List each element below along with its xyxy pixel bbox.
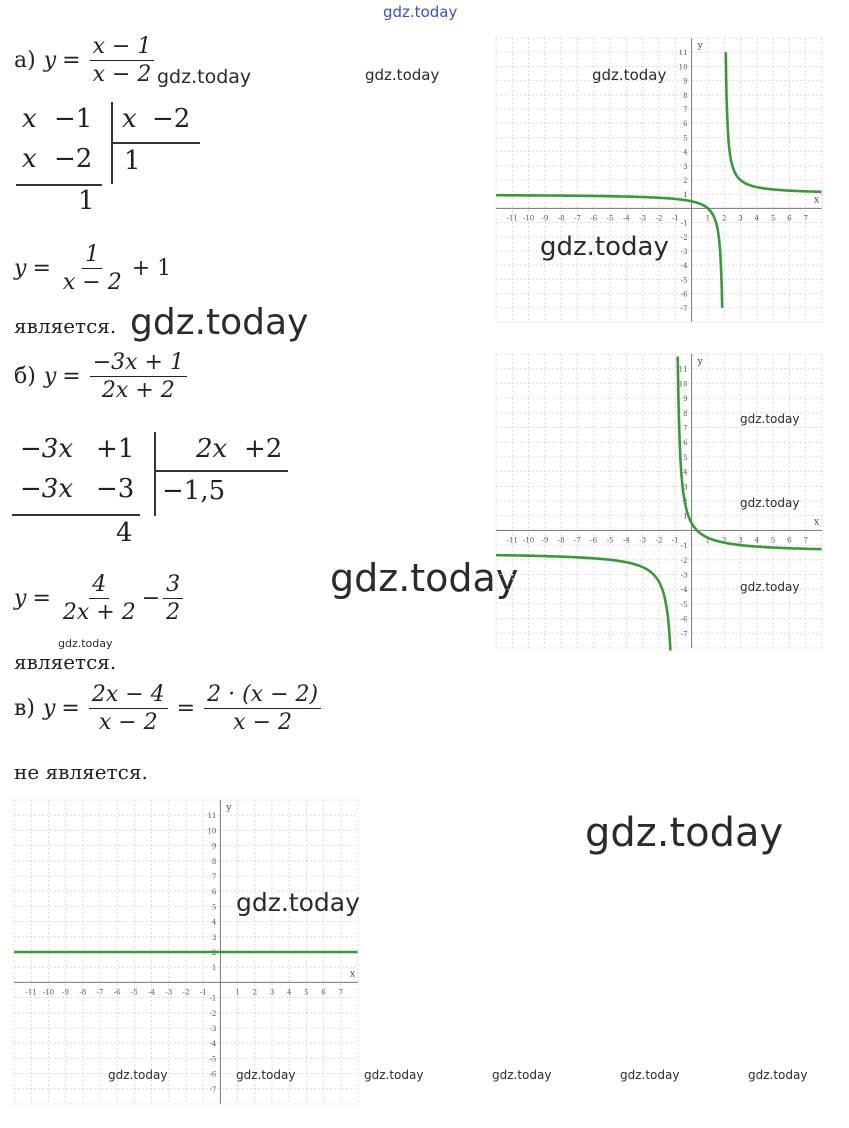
watermark-bottom-1: gdz.today	[108, 1068, 168, 1082]
part-b-label: б)	[14, 364, 36, 389]
y-tick-label: 5	[683, 453, 688, 462]
x-tick-label: -10	[42, 988, 55, 997]
result-b-denominator-1: 2x + 2	[62, 600, 136, 625]
x-tick-label: -11	[25, 988, 37, 997]
y-tick-label: 7	[683, 106, 688, 114]
x-tick-label: 7	[803, 214, 808, 223]
watermark-graph2-b: gdz.today	[740, 496, 800, 510]
x-tick-label: -1	[199, 988, 207, 997]
x-tick-label: -7	[574, 536, 581, 545]
y-tick-label: 1	[211, 964, 217, 973]
div-a-dividend-const: −1	[54, 104, 93, 134]
graph-c	[10, 796, 368, 1108]
x-tick-label: 5	[304, 988, 309, 997]
part-a-label: а)	[14, 48, 36, 73]
x-tick-label: -9	[62, 988, 70, 997]
watermark-right-big: gdz.today	[585, 810, 784, 856]
div-b-divisor-x: 2x	[196, 434, 228, 464]
y-axis-label: y	[697, 41, 703, 51]
div-a-divisor-line	[112, 142, 200, 144]
x-tick-label: -5	[606, 536, 614, 545]
div-b-sub-const: −3	[96, 474, 135, 504]
y-tick-label: 3	[211, 933, 217, 942]
div-b-remainder: 4	[116, 518, 133, 548]
x-tick-label: -3	[639, 214, 647, 223]
x-tick-label: -5	[130, 988, 138, 997]
y-tick-label: 7	[211, 873, 217, 881]
result-b-fraction-1	[60, 572, 139, 625]
part-a-y: y	[43, 48, 57, 73]
x-tick-label: 5	[770, 536, 776, 545]
result-b-numerator-1: 4	[89, 572, 109, 599]
y-tick-label: -3	[680, 248, 688, 256]
y-tick-label: -7	[680, 304, 688, 313]
y-tick-label: -5	[680, 600, 688, 609]
div-b-divisor-const: +2	[244, 434, 283, 464]
y-tick-label: -2	[680, 233, 688, 242]
part-a-denominator: x − 2	[92, 62, 152, 87]
y-tick-label: -3	[680, 571, 688, 580]
y-tick-label: 6	[683, 120, 688, 129]
y-tick-label: 10	[207, 827, 217, 836]
div-b-quotient: −1,5	[162, 476, 226, 506]
x-tick-label: -6	[113, 988, 121, 997]
x-tick-label: -9	[541, 214, 549, 223]
part-a-fraction	[90, 34, 155, 87]
div-a-dividend-x: x	[22, 104, 37, 134]
x-tick-label: -9	[541, 536, 549, 545]
y-tick-label: 8	[211, 857, 217, 866]
part-b-long-division	[12, 430, 302, 550]
y-tick-label: -4	[209, 1040, 217, 1049]
y-tick-label: -5	[680, 276, 688, 285]
div-b-dividend-x: −3x	[20, 434, 73, 464]
watermark-bottom-3: gdz.today	[364, 1068, 424, 1082]
y-tick-label: -6	[680, 615, 688, 624]
x-tick-label: 2	[721, 214, 727, 223]
div-b-vertical-bar	[154, 432, 156, 516]
x-tick-label: 3	[738, 214, 743, 223]
x-tick-label: -1	[671, 536, 679, 545]
x-tick-label: 3	[269, 988, 275, 997]
x-tick-label: -6	[590, 536, 598, 545]
div-a-sub-x: x	[22, 144, 37, 174]
y-tick-label: -7	[209, 1085, 217, 1094]
y-tick-label: 9	[683, 395, 688, 404]
x-axis-label: x	[814, 195, 820, 206]
y-tick-label: -4	[680, 586, 688, 595]
y-tick-label: -1	[209, 994, 217, 1003]
div-b-sub-x: −3x	[20, 474, 73, 504]
x-tick-label: -4	[622, 214, 630, 223]
watermark-bottom-2: gdz.today	[236, 1068, 296, 1082]
part-a-verdict: является.	[14, 314, 117, 338]
y-tick-label: -6	[209, 1070, 217, 1079]
y-tick-label: 6	[683, 439, 688, 448]
x-axis-label: x	[814, 517, 820, 528]
top-watermark: gdz.today	[383, 3, 458, 21]
y-tick-label: 5	[683, 134, 688, 143]
result-a-fraction	[60, 242, 125, 295]
x-tick-label: -10	[522, 214, 535, 223]
div-a-remainder: 1	[78, 186, 95, 216]
part-a-numerator: x − 1	[90, 34, 155, 61]
y-tick-label: -2	[209, 1009, 217, 1018]
div-b-divisor-line	[156, 470, 288, 472]
watermark-bottom-4: gdz.today	[492, 1068, 552, 1082]
x-tick-label: -8	[557, 214, 565, 223]
x-tick-label: -2	[655, 536, 663, 545]
result-b-minus: −	[141, 586, 161, 611]
part-a-eq: =	[62, 48, 81, 73]
y-tick-label: -1	[680, 542, 688, 551]
x-tick-label: 4	[754, 214, 760, 223]
result-b-fraction-2	[163, 572, 183, 625]
div-b-subtract-line	[12, 514, 140, 516]
watermark-after-verdict-a: gdz.today	[130, 302, 309, 343]
x-tick-label: 7	[338, 988, 344, 997]
y-tick-label: 5	[211, 903, 217, 912]
watermark-bottom-6: gdz.today	[748, 1068, 808, 1082]
y-tick-label: 6	[211, 888, 217, 897]
part-b-y: y	[43, 364, 57, 389]
x-tick-label: 6	[321, 988, 326, 997]
result-a-eq: =	[32, 256, 51, 281]
part-c-eq-2: =	[176, 696, 196, 721]
part-a-long-division	[14, 100, 214, 220]
part-c-denominator-2: x − 2	[233, 710, 292, 735]
y-tick-label: -7	[680, 630, 688, 639]
part-b-denominator: 2x + 2	[101, 378, 175, 403]
watermark-graph3-mid: gdz.today	[236, 888, 360, 917]
x-tick-label: -10	[522, 536, 535, 545]
result-b-numerator-2: 3	[163, 572, 183, 599]
part-b-formula	[14, 350, 190, 403]
result-a-denominator: x − 2	[62, 270, 122, 295]
x-tick-label: -6	[590, 214, 598, 223]
part-c-fraction-2	[204, 682, 321, 735]
y-tick-label: 4	[211, 918, 217, 927]
div-a-quotient: 1	[124, 146, 141, 176]
y-tick-label: -3	[209, 1025, 217, 1033]
y-tick-label: 9	[683, 77, 688, 86]
y-tick-label: 4	[683, 468, 688, 477]
part-b-numerator: −3x + 1	[90, 350, 187, 377]
y-tick-label: -4	[680, 262, 688, 271]
x-tick-label: -4	[622, 536, 630, 545]
x-tick-label: 6	[787, 536, 792, 545]
x-tick-label: 3	[738, 536, 743, 545]
watermark-graph2-a: gdz.today	[740, 412, 800, 426]
y-tick-label: 2	[211, 949, 217, 957]
y-tick-label: -2	[680, 556, 688, 565]
watermark-a-formula: gdz.today	[157, 66, 252, 88]
x-tick-label: 1	[705, 214, 711, 223]
result-a-tail: + 1	[131, 256, 172, 281]
part-b-fraction	[90, 350, 187, 403]
result-a-numerator: 1	[82, 242, 102, 269]
y-tick-label: 7	[683, 424, 688, 433]
y-tick-label: 4	[683, 148, 688, 157]
y-tick-label: 1	[683, 512, 688, 521]
x-tick-label: -8	[79, 988, 87, 997]
y-tick-label: 8	[683, 91, 688, 100]
part-c-verdict: не является.	[14, 760, 148, 784]
x-tick-label: -2	[182, 988, 190, 997]
x-tick-label: 2	[252, 988, 258, 997]
x-tick-label: 2	[721, 536, 727, 545]
x-tick-label: -2	[655, 214, 663, 223]
part-c-numerator-2: 2 · (x − 2)	[204, 682, 321, 709]
part-a-formula	[14, 34, 157, 87]
watermark-graph1-top: gdz.today	[592, 66, 667, 84]
x-tick-label: -3	[165, 988, 173, 997]
x-tick-label: -3	[639, 536, 647, 545]
x-tick-label: 1	[235, 988, 240, 997]
div-a-divisor-const: −2	[152, 104, 191, 134]
result-b-y: y	[14, 586, 27, 611]
x-tick-label: 5	[770, 214, 776, 223]
watermark-top-middle: gdz.today	[365, 66, 440, 84]
watermark-graph2-c: gdz.today	[740, 580, 800, 594]
y-tick-label: 10	[678, 63, 688, 72]
x-tick-label: -7	[574, 214, 581, 223]
x-tick-label: 4	[286, 988, 292, 997]
x-axis-label: x	[350, 969, 356, 980]
part-c-eq: =	[61, 696, 80, 721]
function-curve	[678, 357, 822, 550]
x-tick-label: -11	[506, 214, 518, 223]
watermark-bottom-5: gdz.today	[620, 1068, 680, 1082]
div-a-sub-const: −2	[54, 144, 93, 174]
y-tick-label: 1	[683, 191, 688, 200]
function-curve	[496, 555, 670, 650]
part-c-numerator-1: 2x − 4	[89, 682, 168, 709]
result-a-y: y	[14, 256, 27, 281]
y-tick-label: 3	[683, 483, 688, 492]
y-tick-label: -6	[680, 290, 688, 299]
x-tick-label: -8	[557, 536, 565, 545]
y-tick-label: 2	[683, 177, 688, 185]
x-tick-label: 6	[787, 214, 792, 223]
div-b-dividend-const: +1	[96, 434, 135, 464]
div-a-divisor-x: x	[122, 104, 137, 134]
y-tick-label: 9	[211, 842, 217, 851]
x-tick-label: -4	[148, 988, 156, 997]
y-axis-label: y	[226, 803, 232, 813]
y-tick-label: 10	[678, 380, 688, 389]
part-c-fraction-1	[89, 682, 168, 735]
x-tick-label: -11	[506, 536, 518, 545]
y-tick-label: 2	[683, 498, 688, 506]
part-c-y: y	[42, 696, 56, 721]
y-tick-label: 11	[678, 49, 688, 58]
y-tick-label: 8	[683, 409, 688, 418]
y-tick-label: 3	[683, 162, 688, 171]
x-tick-label: -1	[671, 214, 679, 223]
part-c-formula	[14, 682, 324, 735]
watermark-graph1-middle: gdz.today	[540, 232, 669, 262]
y-tick-label: -1	[680, 219, 688, 228]
part-a-result	[14, 242, 171, 295]
watermark-small-under-b: gdz.today	[58, 637, 113, 650]
y-tick-label: -5	[209, 1055, 217, 1064]
result-b-eq: =	[32, 586, 51, 611]
y-tick-label: 11	[207, 812, 217, 821]
x-tick-label: 7	[803, 536, 808, 545]
part-c-denominator-1: x − 2	[98, 710, 158, 735]
x-tick-label: -7	[96, 988, 104, 997]
part-b-eq: =	[62, 364, 81, 389]
x-tick-label: 1	[705, 536, 711, 545]
part-c-label: в)	[14, 696, 35, 721]
x-tick-label: -5	[606, 214, 614, 223]
y-axis-label: y	[697, 357, 703, 367]
result-b-denominator-2: 2	[166, 600, 181, 625]
y-tick-label: 11	[678, 365, 688, 374]
x-tick-label: 4	[754, 536, 760, 545]
part-b-verdict: является.	[14, 650, 117, 674]
part-b-result	[14, 572, 186, 625]
watermark-middle-big: gdz.today	[330, 556, 519, 600]
